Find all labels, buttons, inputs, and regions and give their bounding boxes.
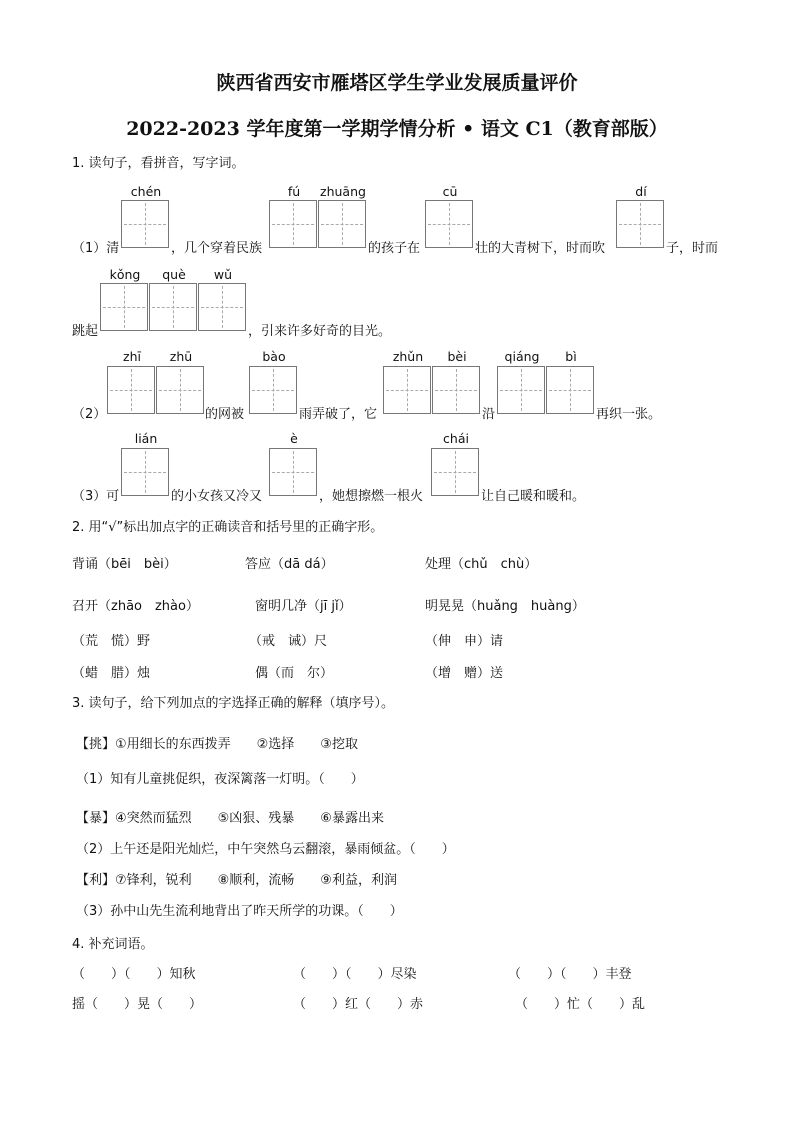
q3-heading: 3. 读句子，给下列加点的字选择正确的解释（填序号）。: [72, 696, 395, 711]
pinyin: zhī: [123, 349, 141, 364]
q1-s1-text: 的孩子在: [368, 241, 421, 256]
writing-box[interactable]: [107, 366, 155, 414]
pinyin: lián: [134, 431, 158, 446]
title-line-2: 2022-2023 学年度第一学期学情分析 • 语文 C1（教育部版）: [126, 118, 668, 140]
pinyin: kǒng: [109, 267, 141, 282]
pinyin: bèi: [447, 349, 467, 364]
q1-s2-text: 雨弄破了，它: [299, 407, 378, 422]
writing-box[interactable]: [121, 448, 169, 496]
writing-box[interactable]: [269, 200, 317, 248]
writing-box[interactable]: [156, 366, 204, 414]
q2-item: （戒 诫）尺: [249, 634, 328, 649]
q1-s2-text: 再织一张。: [596, 407, 662, 422]
writing-box[interactable]: [616, 200, 664, 248]
writing-box[interactable]: [149, 283, 197, 331]
writing-box[interactable]: [425, 200, 473, 248]
pinyin: dí: [635, 184, 647, 199]
q2-item: （增 赠）送: [425, 666, 504, 681]
writing-box[interactable]: [249, 366, 297, 414]
q3-sentence: （3）孙中山先生流利地背出了昨天所学的功课。（ ）: [76, 904, 403, 919]
q4-item: （ ）忙（ ）乱: [515, 997, 646, 1012]
pinyin: zhuāng: [320, 184, 366, 199]
q3-sentence: （1）知有儿童挑促织，夜深篱落一灯明。（ ）: [76, 772, 364, 787]
pinyin: zhǔn: [392, 349, 424, 364]
q1-s3-text: 的小女孩又冷又: [171, 489, 263, 504]
q4-heading: 4. 补充词语。: [72, 937, 154, 952]
pinyin: bào: [262, 349, 286, 364]
q3-definitions: 【利】⑦锋利，锐利 ⑧顺利，流畅 ⑨利益，利润: [76, 873, 397, 888]
writing-box[interactable]: [198, 283, 246, 331]
writing-box[interactable]: [121, 200, 169, 248]
writing-box[interactable]: [318, 200, 366, 248]
q1-s1-text: ，几个穿着民族: [171, 241, 263, 256]
q1-s2-text: （2）: [72, 407, 107, 422]
q1-s3-text: ，她想擦燃一根火: [319, 489, 424, 504]
q1-s2-text: 的网被: [205, 407, 245, 422]
q4-item: （ ）红（ ）赤: [293, 997, 424, 1012]
q1-heading: 1. 读句子，看拼音，写字词。: [72, 156, 245, 171]
q4-item: 摇（ ）晃（ ）: [72, 997, 203, 1012]
q2-item: 窗明几净（jī jǐ）: [255, 599, 352, 614]
title-line-1: 陕西省西安市雁塔区学生学业发展质量评价: [216, 72, 578, 94]
q1-s2-text: 沿: [482, 407, 496, 422]
pinyin: fú: [287, 184, 301, 199]
pinyin: zhū: [169, 349, 193, 364]
writing-box[interactable]: [269, 448, 317, 496]
pinyin: qiáng: [504, 349, 540, 364]
pinyin: bì: [565, 349, 577, 364]
q1-s1-text: 子，时而: [666, 241, 719, 256]
writing-box[interactable]: [431, 448, 479, 496]
q1-s1-text: ，引来许多好奇的目光。: [248, 324, 392, 339]
q3-sentence: （2）上午还是阳光灿烂，中午突然乌云翻滚，暴雨倾盆。（ ）: [76, 842, 455, 857]
pinyin: è: [290, 431, 298, 446]
pinyin: wǔ: [213, 267, 233, 282]
q2-item: 明晃晃（huǎng huàng）: [425, 599, 585, 614]
q2-heading: 2. 用“√”标出加点字的正确读音和括号里的正确字形。: [72, 520, 384, 535]
q2-item: 处理（chǔ chù）: [425, 557, 538, 572]
writing-box[interactable]: [546, 366, 594, 414]
pinyin: cū: [442, 184, 458, 199]
pinyin: chái: [443, 431, 469, 446]
writing-box[interactable]: [432, 366, 480, 414]
q2-item: 召开（zhāo zhào）: [72, 599, 199, 614]
pinyin: chén: [130, 184, 162, 199]
q1-s3-text: 让自己暖和暖和。: [481, 489, 586, 504]
q4-item: （ ）（ ）知秋: [72, 967, 196, 982]
q2-item: 答应（dā dá）: [245, 557, 334, 572]
q4-item: （ ）（ ）尽染: [293, 967, 417, 982]
q2-item: （伸 申）请: [425, 634, 504, 649]
q1-s1-text: 跳起: [72, 324, 99, 339]
q3-definitions: 【暴】④突然而猛烈 ⑤凶狠、残暴 ⑥暴露出来: [76, 811, 384, 826]
writing-box[interactable]: [383, 366, 431, 414]
pinyin: què: [162, 267, 186, 282]
q2-item: 背诵（bēi bèi）: [72, 557, 177, 572]
q3-definitions: 【挑】①用细长的东西拨弄 ②选择 ③挖取: [76, 737, 358, 752]
q2-item: 偶（而 尔）: [255, 666, 334, 681]
writing-box[interactable]: [497, 366, 545, 414]
writing-box[interactable]: [100, 283, 148, 331]
q1-s1-text: （1）清: [72, 241, 120, 256]
q2-item: （蜡 腊）烛: [72, 666, 151, 681]
q1-s1-text: 壮的大青树下，时而吹: [475, 241, 606, 256]
q1-s3-text: （3）可: [72, 489, 120, 504]
q4-item: （ ）（ ）丰登: [508, 967, 632, 982]
q2-item: （荒 慌）野: [72, 634, 151, 649]
